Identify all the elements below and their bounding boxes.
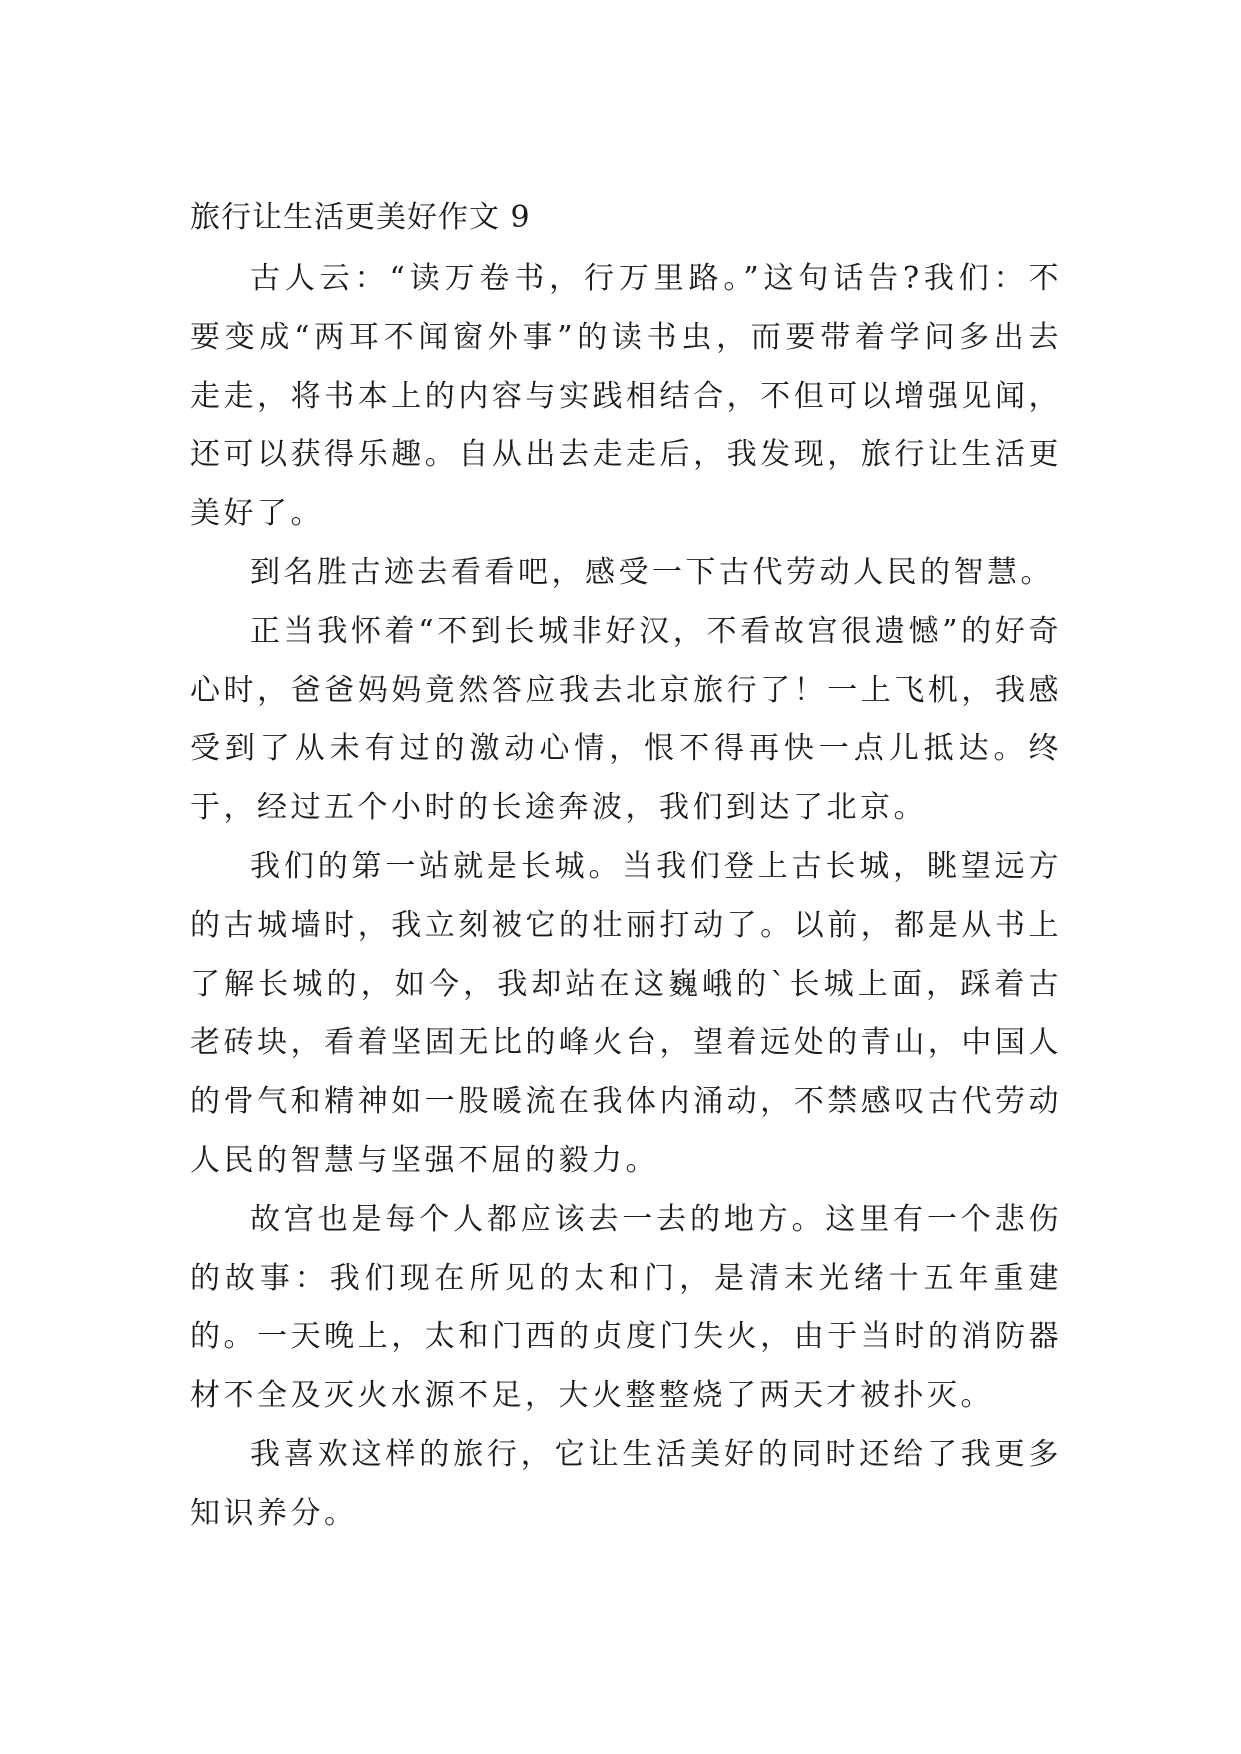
paragraph-great-wall: 我们的第一站就是长城。当我们登上古长城，眺望远方的古城墙时，我立刻被它的壮丽打动了。以前，都是从书上了解长城的，如今，我却站在这巍峨的`长城上面，踩着古老砖块，看着坚固无比的峰火台，望着远处的青山，中国人的骨气和精神如一股暖流在我体内涌动，不禁感叹古代劳动人民的智慧与坚强不屈的毅力。 bbox=[190, 848, 1062, 1178]
paragraph-conclusion: 我喜欢这样的旅行，它让生活美好的同时还给了我更多知识养分。 bbox=[190, 1436, 1062, 1531]
document-body bbox=[190, 186, 1062, 1544]
paragraph-beijing-trip: 正当我怀着“不到长城非好汉，不看故宫很遗憾”的好奇心时，爸爸妈妈竟然答应我去北京旅行了！一上飞机，我感受到了从未有过的激动心情，恨不得再快一点儿抵达。终于，经过五个小时的长途奔波，我们到达了北京。 bbox=[190, 613, 1062, 826]
paragraph-intro: 古人云：“读万卷书，行万里路。”这句话告?我们：不要变成“两耳不闻窗外事”的读书虫，而要带着学问多出去走走，将书本上的内容与实践相结合，不但可以增强见闻，还可以获得乐趣。自从出去走走后，我发现，旅行让生活更美好了。 bbox=[190, 261, 1062, 532]
paragraph-forbidden-city: 故宫也是每个人都应该去一去的地方。这里有一个悲伤的故事：我们现在所见的太和门，是清末光绪十五年重建的。一天晚上，太和门西的贞度门失火，由于当时的消防器材不全及灭火水源不足，大火整整烧了两天才被扑灭。 bbox=[190, 1201, 1062, 1414]
paragraph-historic-sites: 到名胜古迹去看看吧，感受一下古代劳动人民的智慧。 bbox=[250, 554, 1054, 590]
document-title: 旅行让生活更美好作文 9 bbox=[190, 200, 531, 235]
